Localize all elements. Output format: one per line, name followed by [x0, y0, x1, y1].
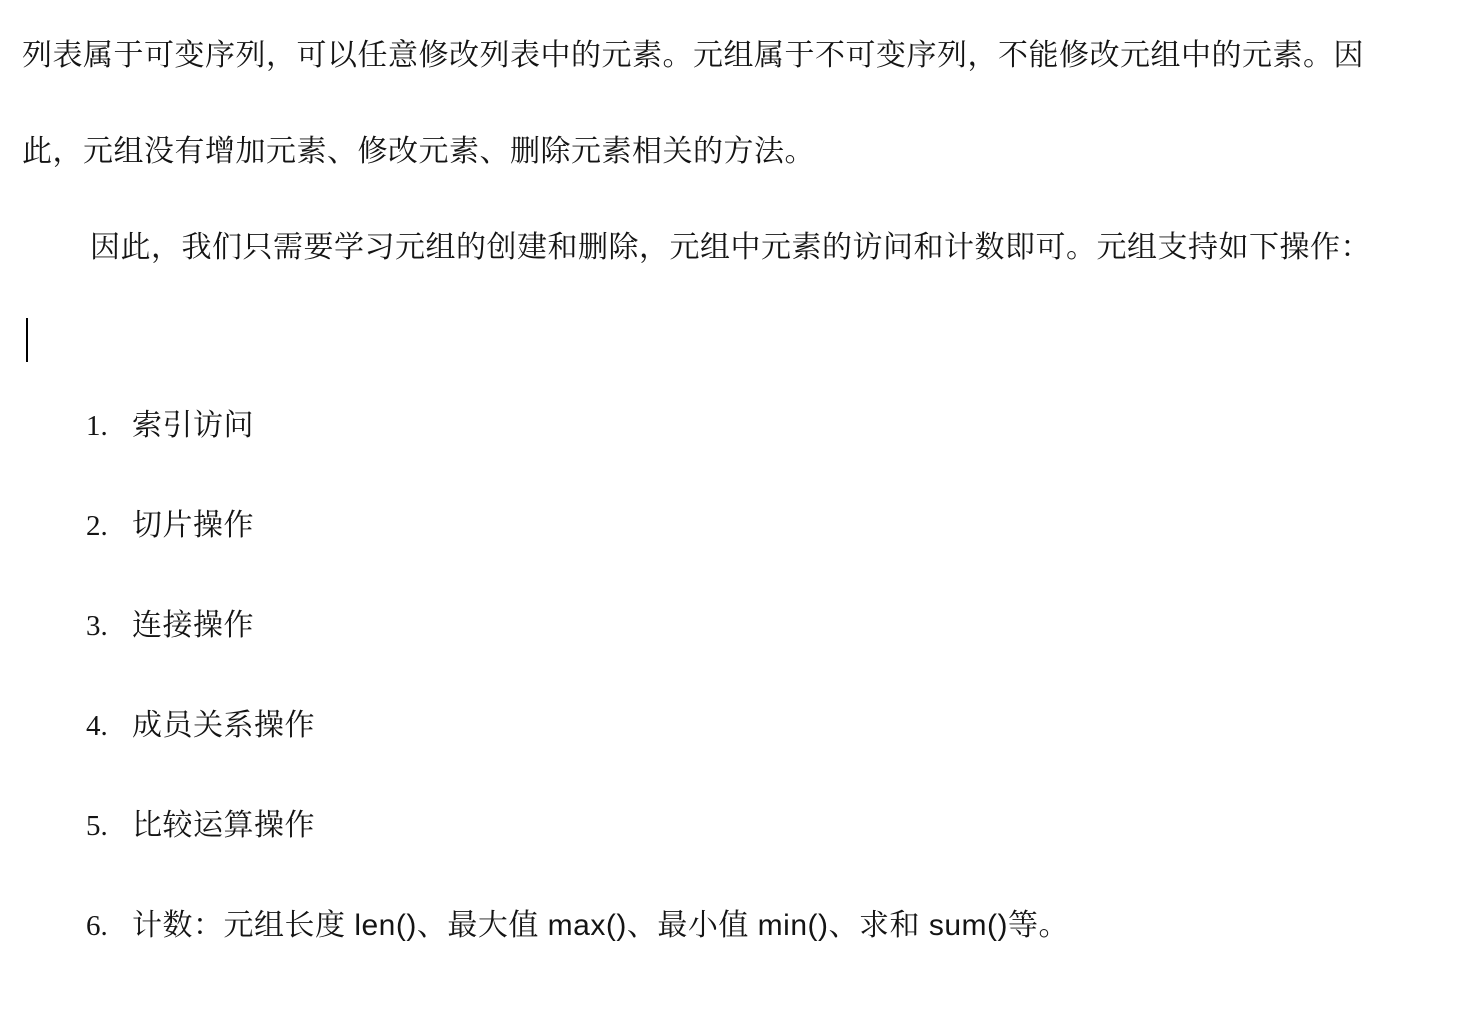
list-item-number: 6.	[86, 910, 108, 942]
list-item	[86, 700, 1386, 800]
list-item-number: 5.	[86, 810, 108, 842]
paragraph-1: 列表属于可变序列，可以任意修改列表中的元素。元组属于不可变序列，不能修改元组中的元素。因此，元组没有增加元素、修改元素、删除元素相关的方法。	[22, 39, 1364, 168]
list-item-label: 计数：元组长度 len()、最大值 max()、最小值 min()、求和 sum()等。	[132, 909, 1069, 942]
document-body	[22, 8, 1372, 392]
list-item-label: 切片操作	[132, 509, 254, 542]
list-item	[86, 400, 1386, 500]
list-item-number: 3.	[86, 610, 108, 642]
list-item-number: 2.	[86, 510, 108, 542]
list-item-label: 索引访问	[132, 409, 254, 442]
list-item	[86, 600, 1386, 700]
list-item-number: 1.	[86, 410, 108, 442]
list-item-label: 连接操作	[132, 609, 254, 642]
list-item-label: 成员关系操作	[132, 709, 315, 742]
list-item	[86, 500, 1386, 600]
paragraph-2	[22, 200, 1372, 392]
list-item	[86, 800, 1386, 900]
numbered-list	[86, 400, 1386, 1000]
list-item-number: 4.	[86, 710, 108, 742]
list-item-label: 比较运算操作	[132, 809, 315, 842]
paragraph-2-text: 因此，我们只需要学习元组的创建和删除，元组中元素的访问和计数即可。元组支持如下操作：	[90, 231, 1371, 264]
text-cursor	[26, 318, 28, 362]
list-item	[86, 900, 1386, 1000]
